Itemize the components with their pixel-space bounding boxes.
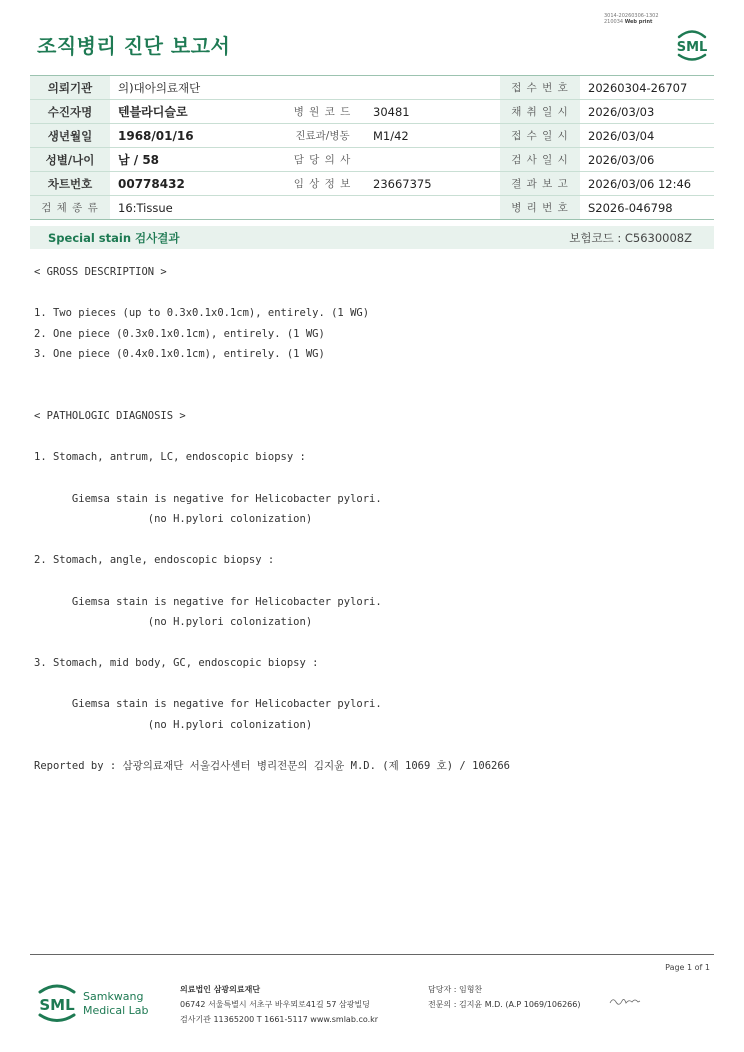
report-line: 1. Stomach, antrum, LC, endoscopic biopsy : <box>34 451 306 464</box>
label-sex-age: 성별/나이 <box>30 148 110 172</box>
label-specimen: 검 체 종 류 <box>30 196 110 220</box>
document-id-line2: 210034 Web print <box>604 19 653 25</box>
value-specimen: 16:Tissue <box>110 196 500 220</box>
footer-divider <box>30 954 714 955</box>
report-title: 조직병리 진단 보고서 <box>37 34 231 58</box>
value-chart: 00778432 <box>110 172 280 196</box>
label-institution: 의뢰기관 <box>30 76 110 100</box>
report-line: Giemsa stain is negative for Helicobacter pylori. <box>34 698 382 711</box>
value-sex-age: 남 / 58 <box>110 148 280 172</box>
org-contact: 검사기관 11365200 T 1661-5117 www.smlab.co.kr <box>180 1015 379 1024</box>
specialist-line: 전문의 : 김지윤 M.D. (A.P 1069/106266) <box>428 1000 581 1009</box>
table-row <box>30 76 714 100</box>
sml-logo-icon <box>672 24 712 64</box>
label-path-no: 병 리 번 호 <box>500 196 580 220</box>
org-name: 의료법인 삼광의료재단 <box>180 985 261 994</box>
value-collected: 2026/03/03 <box>580 100 714 124</box>
table-row <box>30 196 714 220</box>
value-clinical: 23667375 <box>365 172 500 196</box>
footer-logo-text: SML <box>39 996 75 1014</box>
report-blank-line <box>34 283 714 304</box>
report-line: 3. One piece (0.4x0.1x0.1cm), entirely. (1 WG) <box>34 348 325 361</box>
report-line: (no H.pylori colonization) <box>34 616 313 629</box>
label-birth: 생년월일 <box>30 124 110 148</box>
insurance-code: 보험코드 : C5630008Z <box>569 231 692 245</box>
label-physician: 담 당 의 사 <box>280 148 365 172</box>
report-blank-line <box>34 427 714 448</box>
manager-line: 담당자 : 임형찬 <box>428 985 483 994</box>
org-address: 06742 서울특별시 서초구 바우뫼로41길 57 삼광빌딩 <box>180 1000 370 1009</box>
organization-info <box>180 982 378 1027</box>
value-institution: 의)대아의료재단 <box>110 76 500 100</box>
report-line: 2. Stomach, angle, endoscopic biopsy : <box>34 554 275 567</box>
label-received: 접 수 일 시 <box>500 124 580 148</box>
web-print-label: Web print <box>624 19 653 25</box>
footer-logo-line2: Medical Lab <box>83 1004 149 1017</box>
table-row <box>30 124 714 148</box>
label-patient: 수진자명 <box>30 100 110 124</box>
value-reported: 2026/03/06 12:46 <box>580 172 714 196</box>
label-dept: 진료과/병동 <box>280 124 365 148</box>
signature-icon <box>608 994 642 1008</box>
report-line: 3. Stomach, mid body, GC, endoscopic biopsy : <box>34 657 319 670</box>
report-blank-line <box>34 530 714 551</box>
value-hospital-code: 30481 <box>365 100 500 124</box>
label-reported: 결 과 보 고 <box>500 172 580 196</box>
report-line: 1. Two pieces (up to 0.3x0.1x0.1cm), entirely. (1 WG) <box>34 307 370 320</box>
label-chart: 차트번호 <box>30 172 110 196</box>
label-clinical: 임 상 정 보 <box>280 172 365 196</box>
value-birth: 1968/01/16 <box>110 124 280 148</box>
report-blank-line <box>34 365 714 386</box>
report-contacts <box>428 982 580 1012</box>
label-collected: 채 취 일 시 <box>500 100 580 124</box>
value-patient: 텐블라디슬로 <box>110 100 280 124</box>
table-row <box>30 100 714 124</box>
report-line: (no H.pylori colonization) <box>34 513 313 526</box>
report-blank-line <box>34 633 714 654</box>
label-tested: 검 사 일 시 <box>500 148 580 172</box>
label-hospital-code: 병 원 코 드 <box>280 100 365 124</box>
value-path-no: S2026-046798 <box>580 196 714 220</box>
table-row <box>30 172 714 196</box>
document-id-line1: 3014-20260306-1302 <box>604 13 659 19</box>
report-blank-line <box>34 571 714 592</box>
value-receipt-no: 20260304-26707 <box>580 76 714 100</box>
report-line: Giemsa stain is negative for Helicobacter pylori. <box>34 492 382 505</box>
value-received: 2026/03/04 <box>580 124 714 148</box>
report-blank-line <box>34 674 714 695</box>
value-physician <box>365 148 500 172</box>
page-number: Page 1 of 1 <box>665 963 710 972</box>
report-blank-line <box>34 386 714 407</box>
report-blank-line <box>34 468 714 489</box>
report-line: Giemsa stain is negative for Helicobacter pylori. <box>34 595 382 608</box>
document-id <box>604 13 659 25</box>
report-line: < PATHOLOGIC DIAGNOSIS > <box>34 410 186 423</box>
value-dept: M1/42 <box>365 124 500 148</box>
report-blank-line <box>34 736 714 757</box>
report-line: Reported by : 삼광의료재단 서울검사센터 병리전문의 김지윤 M.D. (제 1069 호) / 106266 <box>34 760 511 773</box>
value-tested: 2026/03/06 <box>580 148 714 172</box>
logo-text: SML <box>676 40 708 55</box>
section-header <box>30 226 714 249</box>
samkwang-logo-icon <box>36 980 156 1026</box>
report-line: 2. One piece (0.3x0.1x0.1cm), entirely. (1 WG) <box>34 327 325 340</box>
footer-logo-line1: Samkwang <box>83 990 144 1003</box>
report-line: (no H.pylori colonization) <box>34 719 313 732</box>
report-line: < GROSS DESCRIPTION > <box>34 266 167 278</box>
section-title: Special stain 검사결과 <box>48 231 180 245</box>
report-body <box>34 262 714 777</box>
table-row <box>30 148 714 172</box>
patient-info-table <box>30 75 714 220</box>
label-receipt-no: 접 수 번 호 <box>500 76 580 100</box>
